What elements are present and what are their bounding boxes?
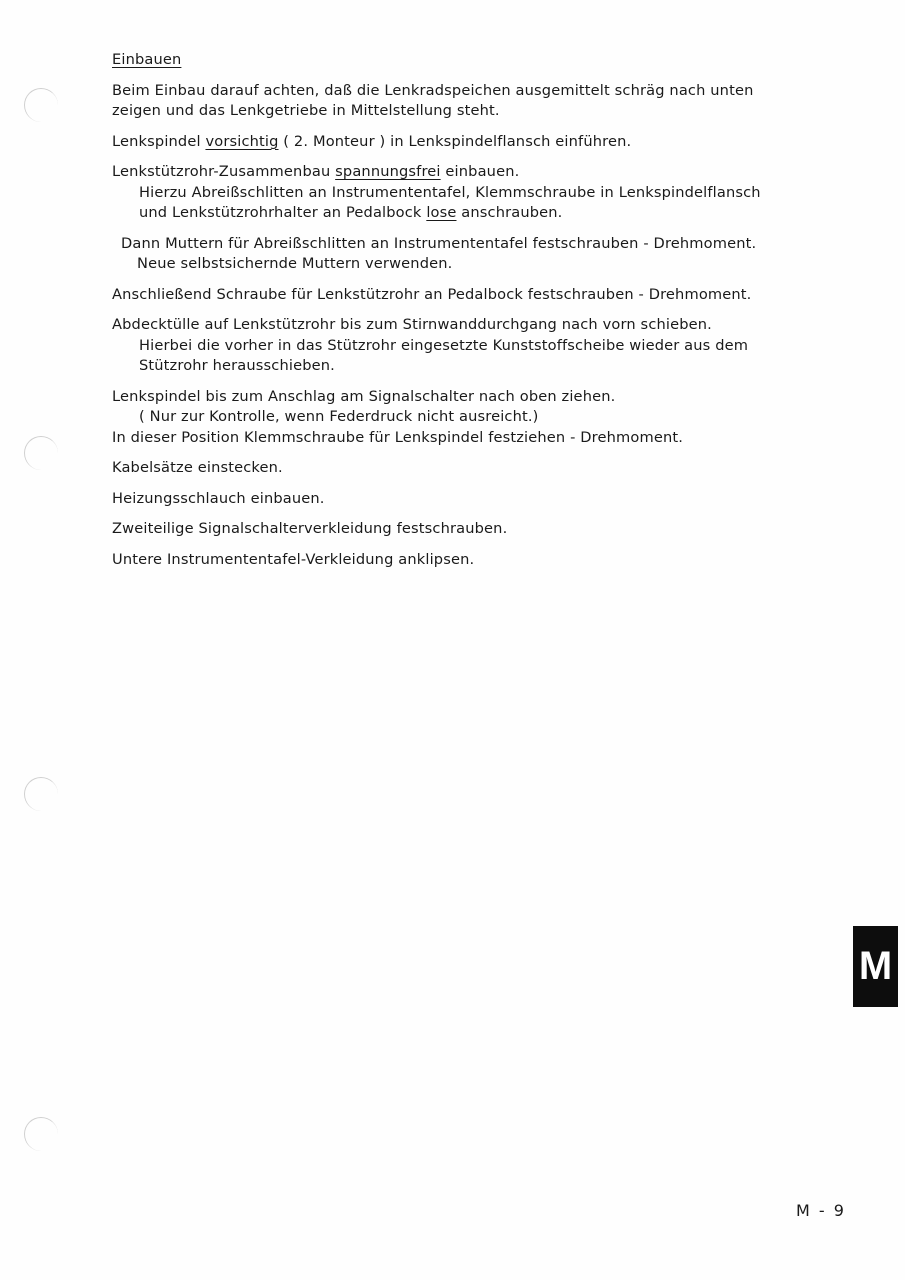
paragraph-2: Lenkspindel vorsichtig ( 2. Monteur ) in Lenkspindelflansch einführen.: [112, 132, 632, 150]
paragraph-7: Lenkspindel bis zum Anschlag am Signalschalter nach oben ziehen. ( Nur zur Kontrolle, wenn Federdruck nicht ausreicht.): [112, 387, 616, 425]
section-heading: Einbauen: [112, 51, 182, 68]
section-tab: M: [853, 926, 898, 1007]
emphasis-underline: spannungsfrei: [335, 163, 441, 180]
punch-hole: [24, 436, 58, 470]
paragraph-8: In dieser Position Klemmschraube für Lenkspindel festziehen - Drehmoment.: [112, 428, 684, 446]
paragraph-5: Anschließend Schraube für Lenkstützrohr an Pedalbock festschrauben - Drehmoment.: [112, 285, 752, 303]
paragraph-4: Dann Muttern für Abreißschlitten an Instrumententafel festschrauben - Drehmoment. Neue selbstsichernde Muttern verwenden.: [121, 234, 757, 272]
punch-hole: [24, 1117, 58, 1151]
paragraph-9: Kabelsätze einstecken.: [112, 459, 283, 476]
punch-hole: [24, 88, 58, 122]
paragraph-1: Beim Einbau darauf achten, daß die Lenkradspeichen ausgemittelt schräg nach unten zeigen und das Lenkgetriebe in Mittelstellung steht.: [112, 81, 754, 119]
paragraph-6: Abdecktülle auf Lenkstützrohr bis zum Stirnwanddurchgang nach vorn schieben. Hierbei die vorher in das Stützrohr eingesetzte Kunststoffscheibe wieder aus dem Stützrohr herausschieben.: [112, 316, 749, 374]
paragraph-12: Untere Instrumententafel-Verkleidung anklipsen.: [112, 550, 475, 568]
paragraph-10: Heizungsschlauch einbauen.: [112, 489, 325, 507]
paragraph-3: Lenkstützrohr-Zusammenbau spannungsfrei einbauen. Hierzu Abreißschlitten an Instrumententafel, Klemmschraube in Lenkspindelflansch und Lenkstützrohrhalter an Pedalbock lose anschrauben.: [112, 163, 761, 221]
document-body: [112, 50, 812, 570]
punch-hole: [24, 777, 58, 811]
paragraph-11: Zweiteilige Signalschalterverkleidung festschrauben.: [112, 520, 508, 537]
emphasis-underline: vorsichtig: [205, 132, 279, 150]
emphasis-underline: lose: [426, 204, 457, 221]
page-number: M - 9: [796, 1201, 846, 1220]
